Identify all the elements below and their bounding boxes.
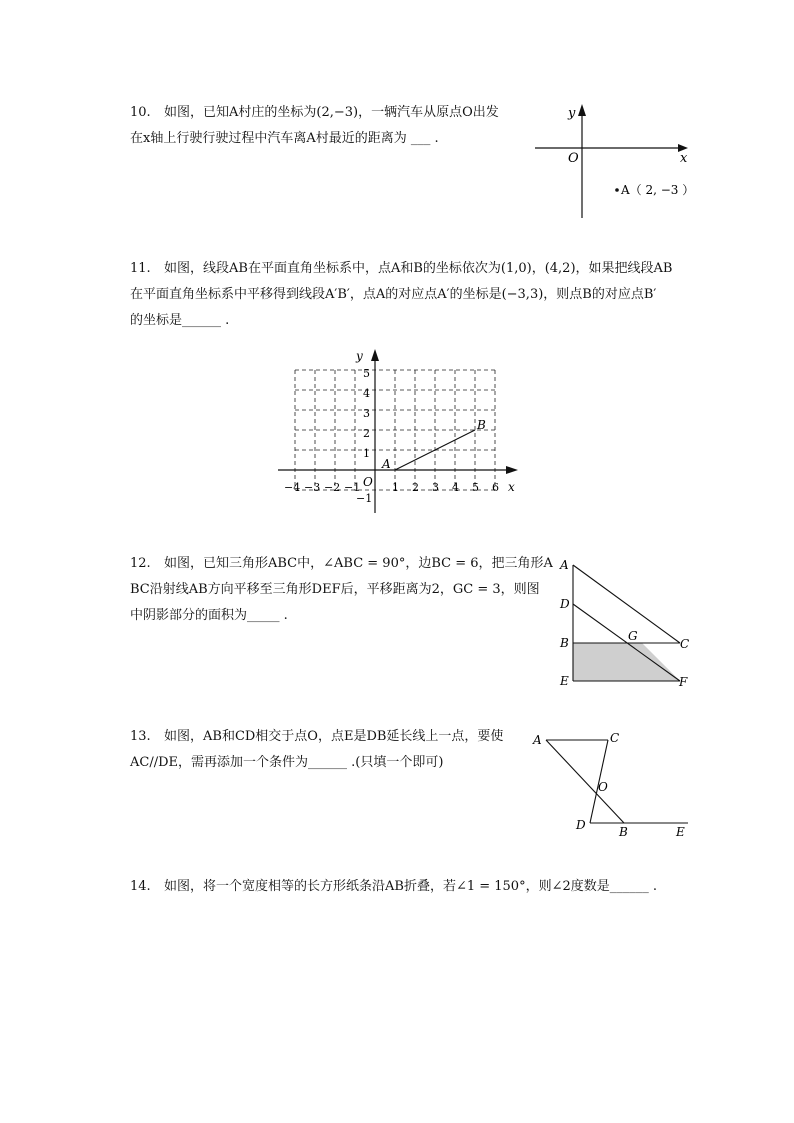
figure-q10-axes	[530, 100, 700, 225]
x-tick-label: −2	[324, 481, 341, 494]
origin-label: O	[568, 151, 579, 166]
question-number: 11.	[130, 261, 151, 276]
point-a-label: A	[560, 558, 569, 572]
dashed-grid	[295, 370, 495, 490]
x-tick-labels	[284, 481, 499, 494]
point-d-label: D	[576, 818, 586, 832]
y-axis-label: y	[356, 349, 363, 363]
question-text-line: 如图，将一个宽度相等的长方形纸条沿AB折叠，若∠1 = 150°，则∠2度数是______ .	[164, 879, 658, 894]
x-axis-arrow	[506, 466, 518, 474]
origin-label: O	[363, 475, 373, 489]
question-12	[130, 551, 553, 629]
question-number: 10.	[130, 105, 151, 120]
question-text-line: BC沿射线AB方向平移至三角形DEF后，平移距离为2，GC = 3，则图	[130, 582, 540, 597]
point-g-label: G	[628, 629, 638, 643]
point-c-label: C	[610, 731, 620, 745]
question-number: 13.	[130, 729, 151, 744]
point-a-label: A（ 2, −3 ）	[621, 183, 695, 197]
question-text-line: AC//DE，需再添加一个条件为______ .(只填一个即可)	[130, 755, 444, 770]
question-number: 14.	[130, 879, 151, 894]
y-tick-label: −1	[356, 492, 373, 505]
y-tick-label: 4	[363, 387, 370, 400]
question-text-line: 的坐标是______ .	[130, 313, 230, 328]
figure-q13-lines	[528, 728, 698, 843]
x-tick-label: 4	[452, 481, 459, 494]
question-text-line: 中阴影部分的面积为_____ .	[130, 608, 288, 623]
question-text-line: 在x轴上行驶行驶过程中汽车离A村最近的距离为 ___ .	[130, 131, 439, 146]
question-number: 12.	[130, 556, 151, 571]
point-c-label: C	[680, 637, 690, 651]
x-tick-label: 5	[472, 481, 479, 494]
point-b-label: B	[560, 636, 569, 650]
question-text-line: 如图，AB和CD相交于点O，点E是DB延长线上一点，要使	[164, 729, 504, 744]
question-10	[130, 100, 499, 152]
segment-ab	[546, 740, 624, 823]
y-axis-arrow	[371, 349, 379, 361]
point-a-label: A	[533, 733, 542, 747]
x-tick-label: 3	[432, 481, 439, 494]
x-tick-label: 2	[412, 481, 419, 494]
x-tick-label: −1	[344, 481, 361, 494]
question-text-line: 如图，已知三角形ABC中，∠ABC = 90°，边BC = 6，把三角形A	[164, 556, 553, 571]
point-o-label: O	[598, 780, 608, 794]
point-f-label: F	[679, 675, 688, 689]
point-a-dot	[615, 188, 619, 192]
point-e-label: E	[560, 674, 569, 688]
question-text-line: 如图，已知A村庄的坐标为(2,−3)，一辆汽车从原点O出发	[164, 105, 499, 120]
point-a-label: A	[382, 457, 391, 471]
figure-q12-triangles	[555, 553, 705, 693]
y-tick-label: 2	[363, 427, 370, 440]
point-b-label: B	[619, 825, 628, 839]
y-axis-label: y	[568, 106, 576, 121]
y-tick-label: 1	[363, 447, 370, 460]
x-axis-label: x	[508, 480, 515, 494]
y-axis-arrow	[578, 104, 586, 116]
segment-ac	[573, 565, 680, 643]
question-11	[130, 256, 672, 334]
question-14	[130, 874, 657, 900]
y-tick-label: 3	[363, 407, 370, 420]
x-tick-label: −4	[284, 481, 301, 494]
x-axis-label: x	[680, 151, 688, 166]
question-text-line: 在平面直角坐标系中平移得到线段A′B′，点A的对应点A′的坐标是(−3,3)，则点B的对应点B′	[130, 287, 657, 302]
point-b-label: B	[477, 418, 486, 432]
shaded-region	[573, 643, 680, 681]
y-tick-label: 5	[363, 367, 370, 380]
point-e-label: E	[676, 825, 685, 839]
point-d-label: D	[560, 597, 570, 611]
figure-q11-grid	[270, 345, 530, 520]
question-13	[130, 724, 503, 776]
x-tick-label: −3	[304, 481, 321, 494]
x-tick-label: 6	[492, 481, 499, 494]
x-tick-label: 1	[392, 481, 399, 494]
question-text-line: 如图，线段AB在平面直角坐标系中，点A和B的坐标依次为(1,0)，(4,2)，如果把线段AB	[164, 261, 673, 276]
